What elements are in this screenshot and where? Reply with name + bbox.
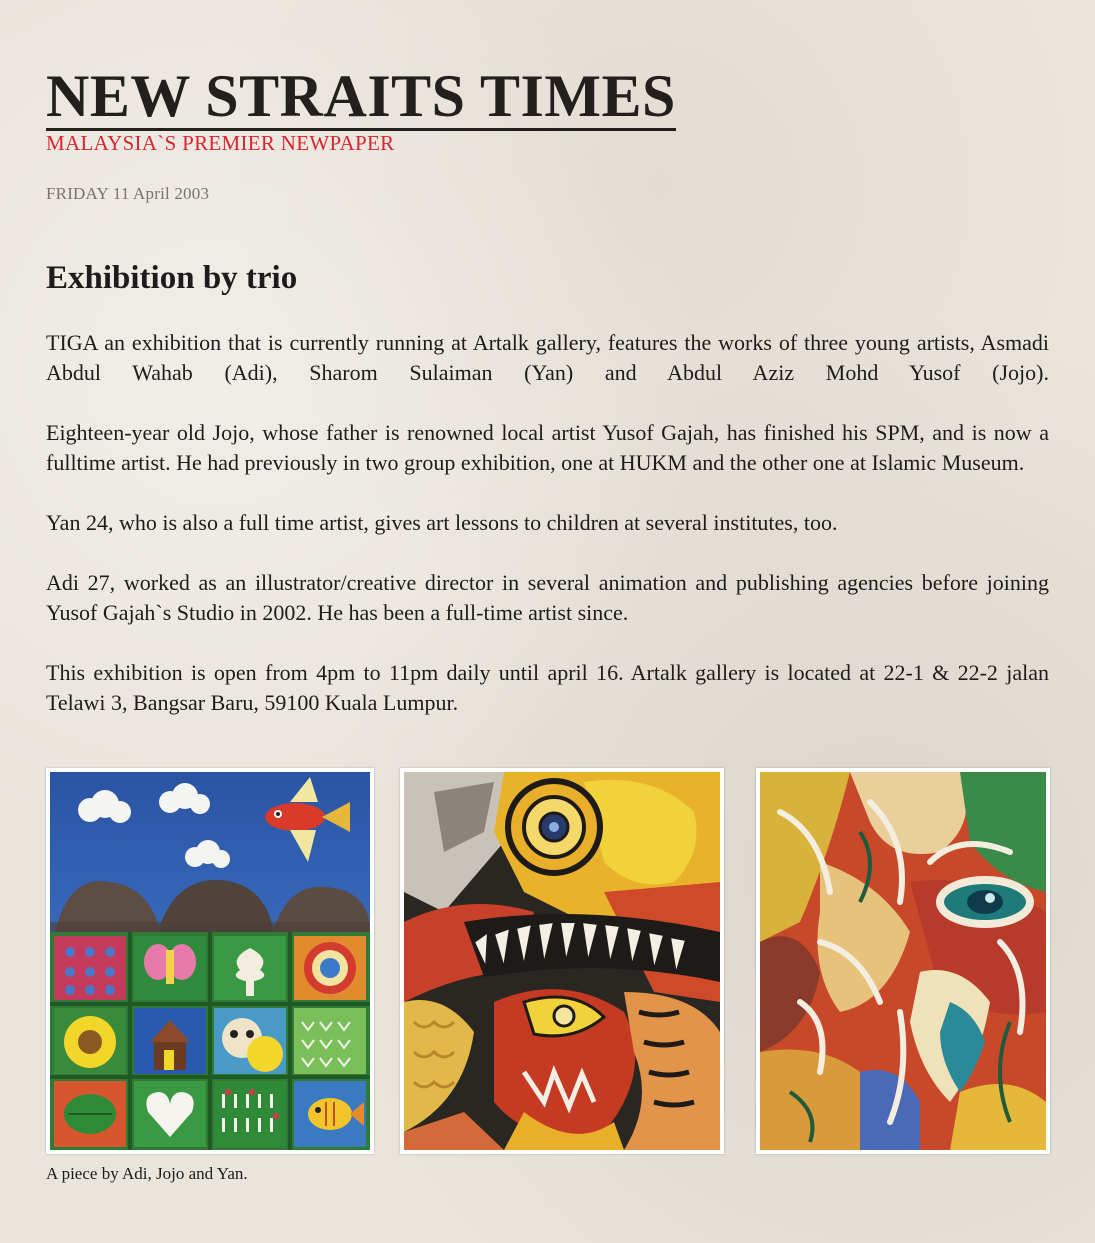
artwork-image-yan: [756, 768, 1050, 1154]
article-paragraph-3: Yan 24, who is also a full time artist, gives art lessons to children at several institutes, too.: [46, 510, 838, 535]
article-paragraph-2: Eighteen-year old Jojo, whose father is renowned local artist Yusof Gajah, has finished his SPM, and is now a fulltime artist. He had previously in two group exhibition, one at HUKM and the other one at Islamic Museum.: [46, 420, 1049, 475]
newspaper-title: NEW STRAITS TIMES: [46, 63, 676, 129]
artwork-painting-1: [50, 772, 370, 1150]
article-paragraph-4: Adi 27, worked as an illustrator/creative director in several animation and publishing agencies before joining Yusof Gajah`s Studio in 2002. He has been a full-time artist since.: [46, 570, 1049, 625]
artwork-gallery: [46, 768, 1049, 1154]
artwork-image-adi: [46, 768, 374, 1154]
artwork-painting-3: [760, 772, 1046, 1150]
article-paragraph-5: This exhibition is open from 4pm to 11pm daily until april 16. Artalk gallery is located at 22-1 & 22-2 jalan Telawi 3, Bangsar Baru, 59100 Kuala Lumpur.: [46, 660, 1049, 715]
artwork-image-jojo: [400, 768, 724, 1154]
article-headline: Exhibition by trio: [46, 260, 298, 296]
dateline: FRIDAY 11 April 2003: [46, 184, 210, 203]
article-paragraph-1: TIGA an exhibition that is currently running at Artalk gallery, features the works of three young artists, Asmadi Abdul Wahab (Adi), Sharom Sulaiman (Yan) and Abdul Aziz Mohd Yusof (Jojo).: [46, 330, 1049, 385]
masthead: [46, 63, 676, 155]
article-body: [46, 328, 1049, 748]
newspaper-tagline: MALAYSIA`S PREMIER NEWPAPER: [46, 131, 395, 155]
gallery-caption: A piece by Adi, Jojo and Yan.: [46, 1164, 248, 1183]
artwork-painting-2: [404, 772, 720, 1150]
